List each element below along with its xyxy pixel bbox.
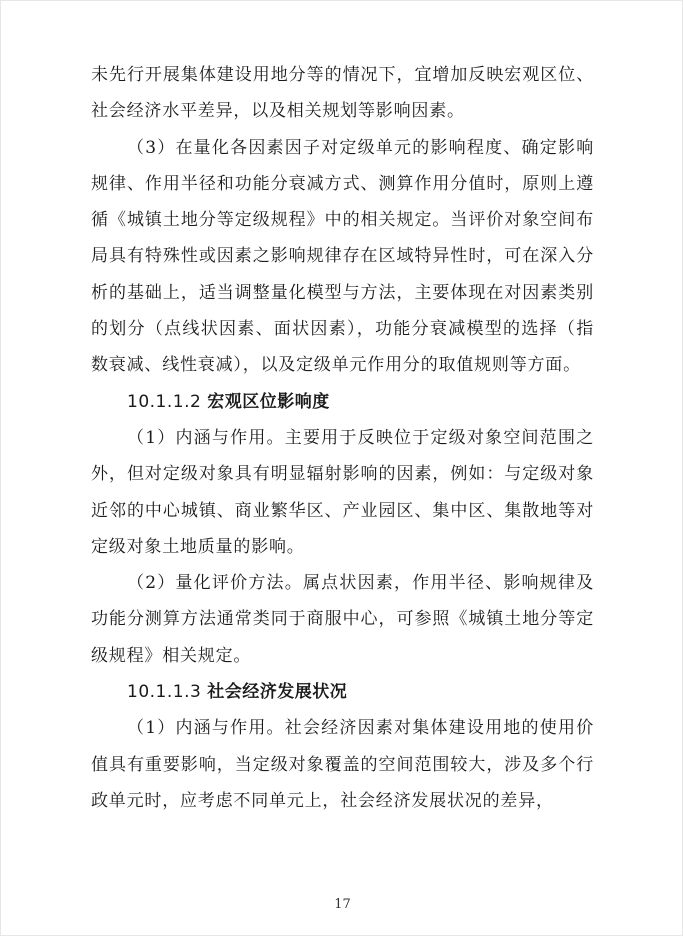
paragraph-socioeconomic: （1）内涵与作用。社会经济因素对集体建设用地的使用价值具有重要影响，当定级对象覆盖的空间范围较大，涉及多个行政单元时，应考虑不同单元上，社会经济发展状况的差异，: [91, 718, 594, 811]
paragraph-connotation: （1）内涵与作用。主要用于反映位于定级对象空间范围之外，但对定级对象具有明显辐射影响的因素，例如：与定级对象近邻的中心城镇、商业繁华区、产业园区、集中区、集散地等对定级对象土地质量的影响。: [91, 427, 594, 557]
paragraph-item-3: （3）在量化各因素因子对定级单元的影响程度、确定影响规律、作用半径和功能分衰减方式、测算作用分值时，原则上遵循《城镇土地分等定级规程》中的相关规定。当评价对象空间布局具有特殊性或因素之影响规律存在区域特异性时，可在深入分析的基础上，适当调整量化模型与方法，主要体现在对因素类别的划分（点线状因素、面状因素），功能分衰减模型的选择（指数衰减、线性衰减），以及定级单元作用分的取值规则等方面。: [91, 137, 594, 376]
section-heading-10-1-1-2: [91, 384, 594, 420]
section-heading-10-1-1-3: [91, 674, 594, 710]
paragraph-quantification: （2）量化评价方法。属点状因素，作用半径、影响规律及功能分测算方法通常类同于商服中心，可参照《城镇土地分等定级规程》相关规定。: [91, 573, 594, 666]
page-body: [91, 57, 594, 819]
section-title: 社会经济发展状况: [207, 682, 348, 703]
section-number: 10.1.1.2: [127, 391, 202, 412]
section-title: 宏观区位影响度: [207, 391, 330, 412]
paragraph-continuation: 未先行开展集体建设用地分等的情况下，宜增加反映宏观区位、社会经济水平差异，以及相关规划等影响因素。: [91, 65, 594, 122]
page-number: 17: [334, 897, 351, 912]
section-number: 10.1.1.3: [127, 682, 202, 703]
